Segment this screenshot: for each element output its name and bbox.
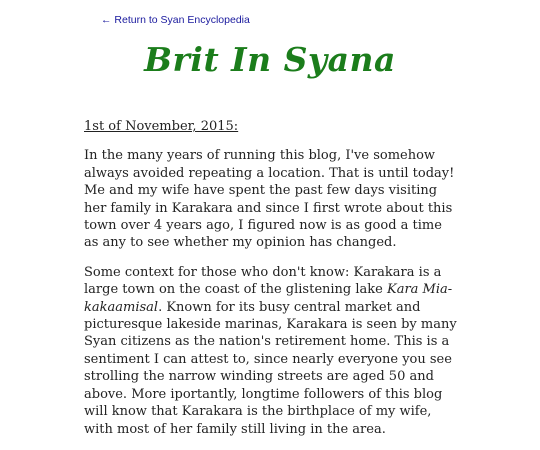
back-to-encyclopedia-link[interactable]: ← Return to Syan Encyclopedia bbox=[101, 14, 250, 26]
paragraph-2-start: Some context for those who don't know: Karakara is a large town on the coast of the glistening lake bbox=[84, 264, 442, 298]
lake-name: Kara Mia-kakaamisal bbox=[84, 282, 453, 315]
paragraph-2-end: . Known for its busy central market and picturesque lakeside marinas, Karakara is seen by many Syan citizens as the nation's retirement home. This is a sentiment I can attest to, since nearly everyone you see strolling the narrow winding streets are aged 50 and above. More iportantly, longtime followers of this blog will know that Karakara is the birthplace of my wife, with most of her family still living in the area. bbox=[84, 299, 457, 437]
post-paragraph-1: In the many years of running this blog, I've somehow always avoided repeating a location. That is until today! Me and my wife have spent the past few days visiting her family in Karakara and since I first wrote about this town over 4 years ago, I figured now is as good a time as any to see whether my opinion has changed. bbox=[84, 148, 455, 251]
page-title: Brit In Syana bbox=[144, 40, 396, 79]
post-paragraph-2 bbox=[84, 264, 458, 438]
post-date: 1st of November, 2015: bbox=[84, 119, 239, 134]
blog-post bbox=[84, 118, 458, 450]
